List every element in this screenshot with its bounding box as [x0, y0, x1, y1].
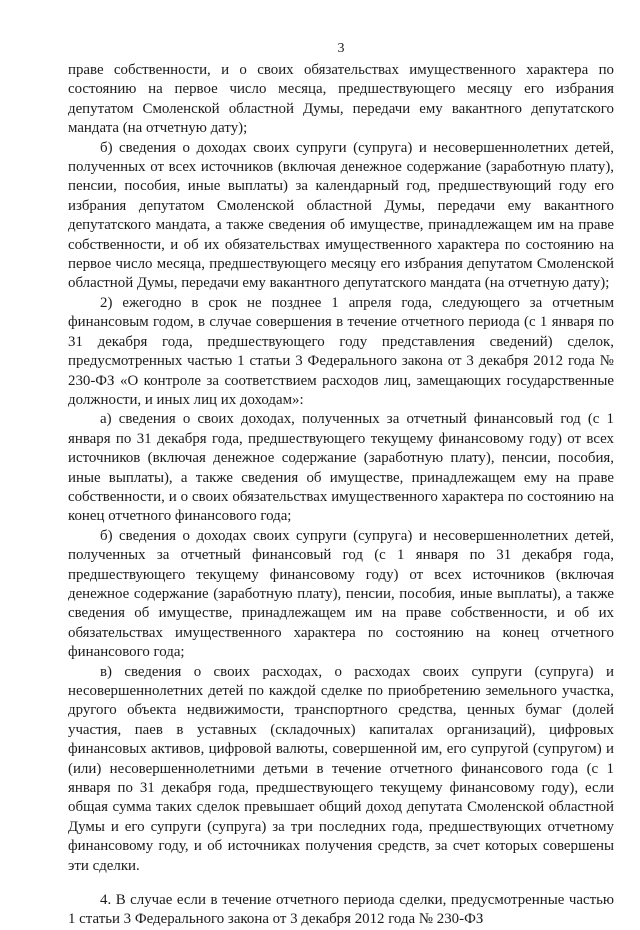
paragraph-item-2b: б) сведения о доходах своих супруги (супруга) и несовершеннолетних детей, полученных за отчетный финансовый год (с 1 января по 31 декабря года, предшествующего текущему финансовому году) от всех источников (включая денежное содержание (заработную плату), пенсии, пособия, иные выплаты), а также сведения об имуществе, принадлежащем им на праве собственности, и об их обязательствах имущественного характера по состоянию на конец отчетного финансового года;: [68, 527, 614, 661]
paragraph-section-4: 4. В случае если в течение отчетного периода сделки, предусмотренные частью 1 статьи 3 Федерального закона от 3 декабря 2012 года № 230-ФЗ: [68, 892, 614, 928]
paragraph-continuation: праве собственности, и о своих обязательствах имущественного характера по состоянию на первое число месяца, предшествующего месяцу его избрания депутатом Смоленской областной Думы, передачи ему вакантного депутатского мандата (на отчетную дату);: [68, 62, 614, 137]
paragraph-item-2a: а) сведения о своих доходах, полученных за отчетный финансовый год (с 1 января по 31 декабря года, предшествующего текущему финансовому году) от всех источников (включая денежное содержание (заработную плату), пенсии, пособия, иные выплаты), а также сведения об имуществе, принадлежащем ему на праве собственности, и о своих обязательствах имущественного характера по состоянию на конец отчетного финансового года;: [68, 411, 614, 525]
document-body: [68, 61, 614, 930]
document-page: [68, 0, 614, 928]
paragraph-item-2v: в) сведения о своих расходах, о расходах своих супруги (супруга) и несовершеннолетних детей по каждой сделке по приобретению земельного участка, другого объекта недвижимости, транспортного средства, ценных бумаг (долей участия, паев в уставных (складочных) капиталах организаций), цифровых финансовых активов, цифровой валюты, совершенной им, его супругой (супругом) и (или) несовершеннолетними детьми в течение отчетного финансового года (с 1 января по 31 декабря года, предшествующего текущему финансовому году), если общая сумма таких сделок превышает общий доход депутата Смоленской областной Думы и его супруги (супруга) за три последних года, предшествующих отчетному финансовому году, и об источниках получения средств, за счет которых совершены эти сделки.: [68, 663, 614, 874]
paragraph-item-2: 2) ежегодно в срок не позднее 1 апреля года, следующего за отчетным финансовым годом, в случае совершения в течение отчетного периода (с 1 января по 31 декабря года, предшествующего году представления сведений) сделок, предусмотренных частью 1 статьи 3 Федерального закона от 3 декабря 2012 года № 230-ФЗ «О контроле за соответствием расходов лиц, замещающих государственные должности, и иных лиц их доходам»:: [68, 294, 614, 408]
paragraph-spouse-income-b: б) сведения о доходах своих супруги (супруга) и несовершеннолетних детей, полученных от всех источников (включая денежное содержание (заработную плату), пенсии, пособия, иные выплаты) за календарный год, предшествующий году его избрания депутатом Смоленской областной Думы, передачи ему вакантного депутатского мандата, а также сведения об имуществе, принадлежащем им на праве собственности, и об их обязательствах имущественного характера по состоянию на первое число месяца, предшествующего месяцу его избрания депутатом Смоленской областной Думы, передачи ему вакантного депутатского мандата (на отчетную дату);: [68, 139, 614, 292]
page-number: 3: [337, 41, 345, 56]
